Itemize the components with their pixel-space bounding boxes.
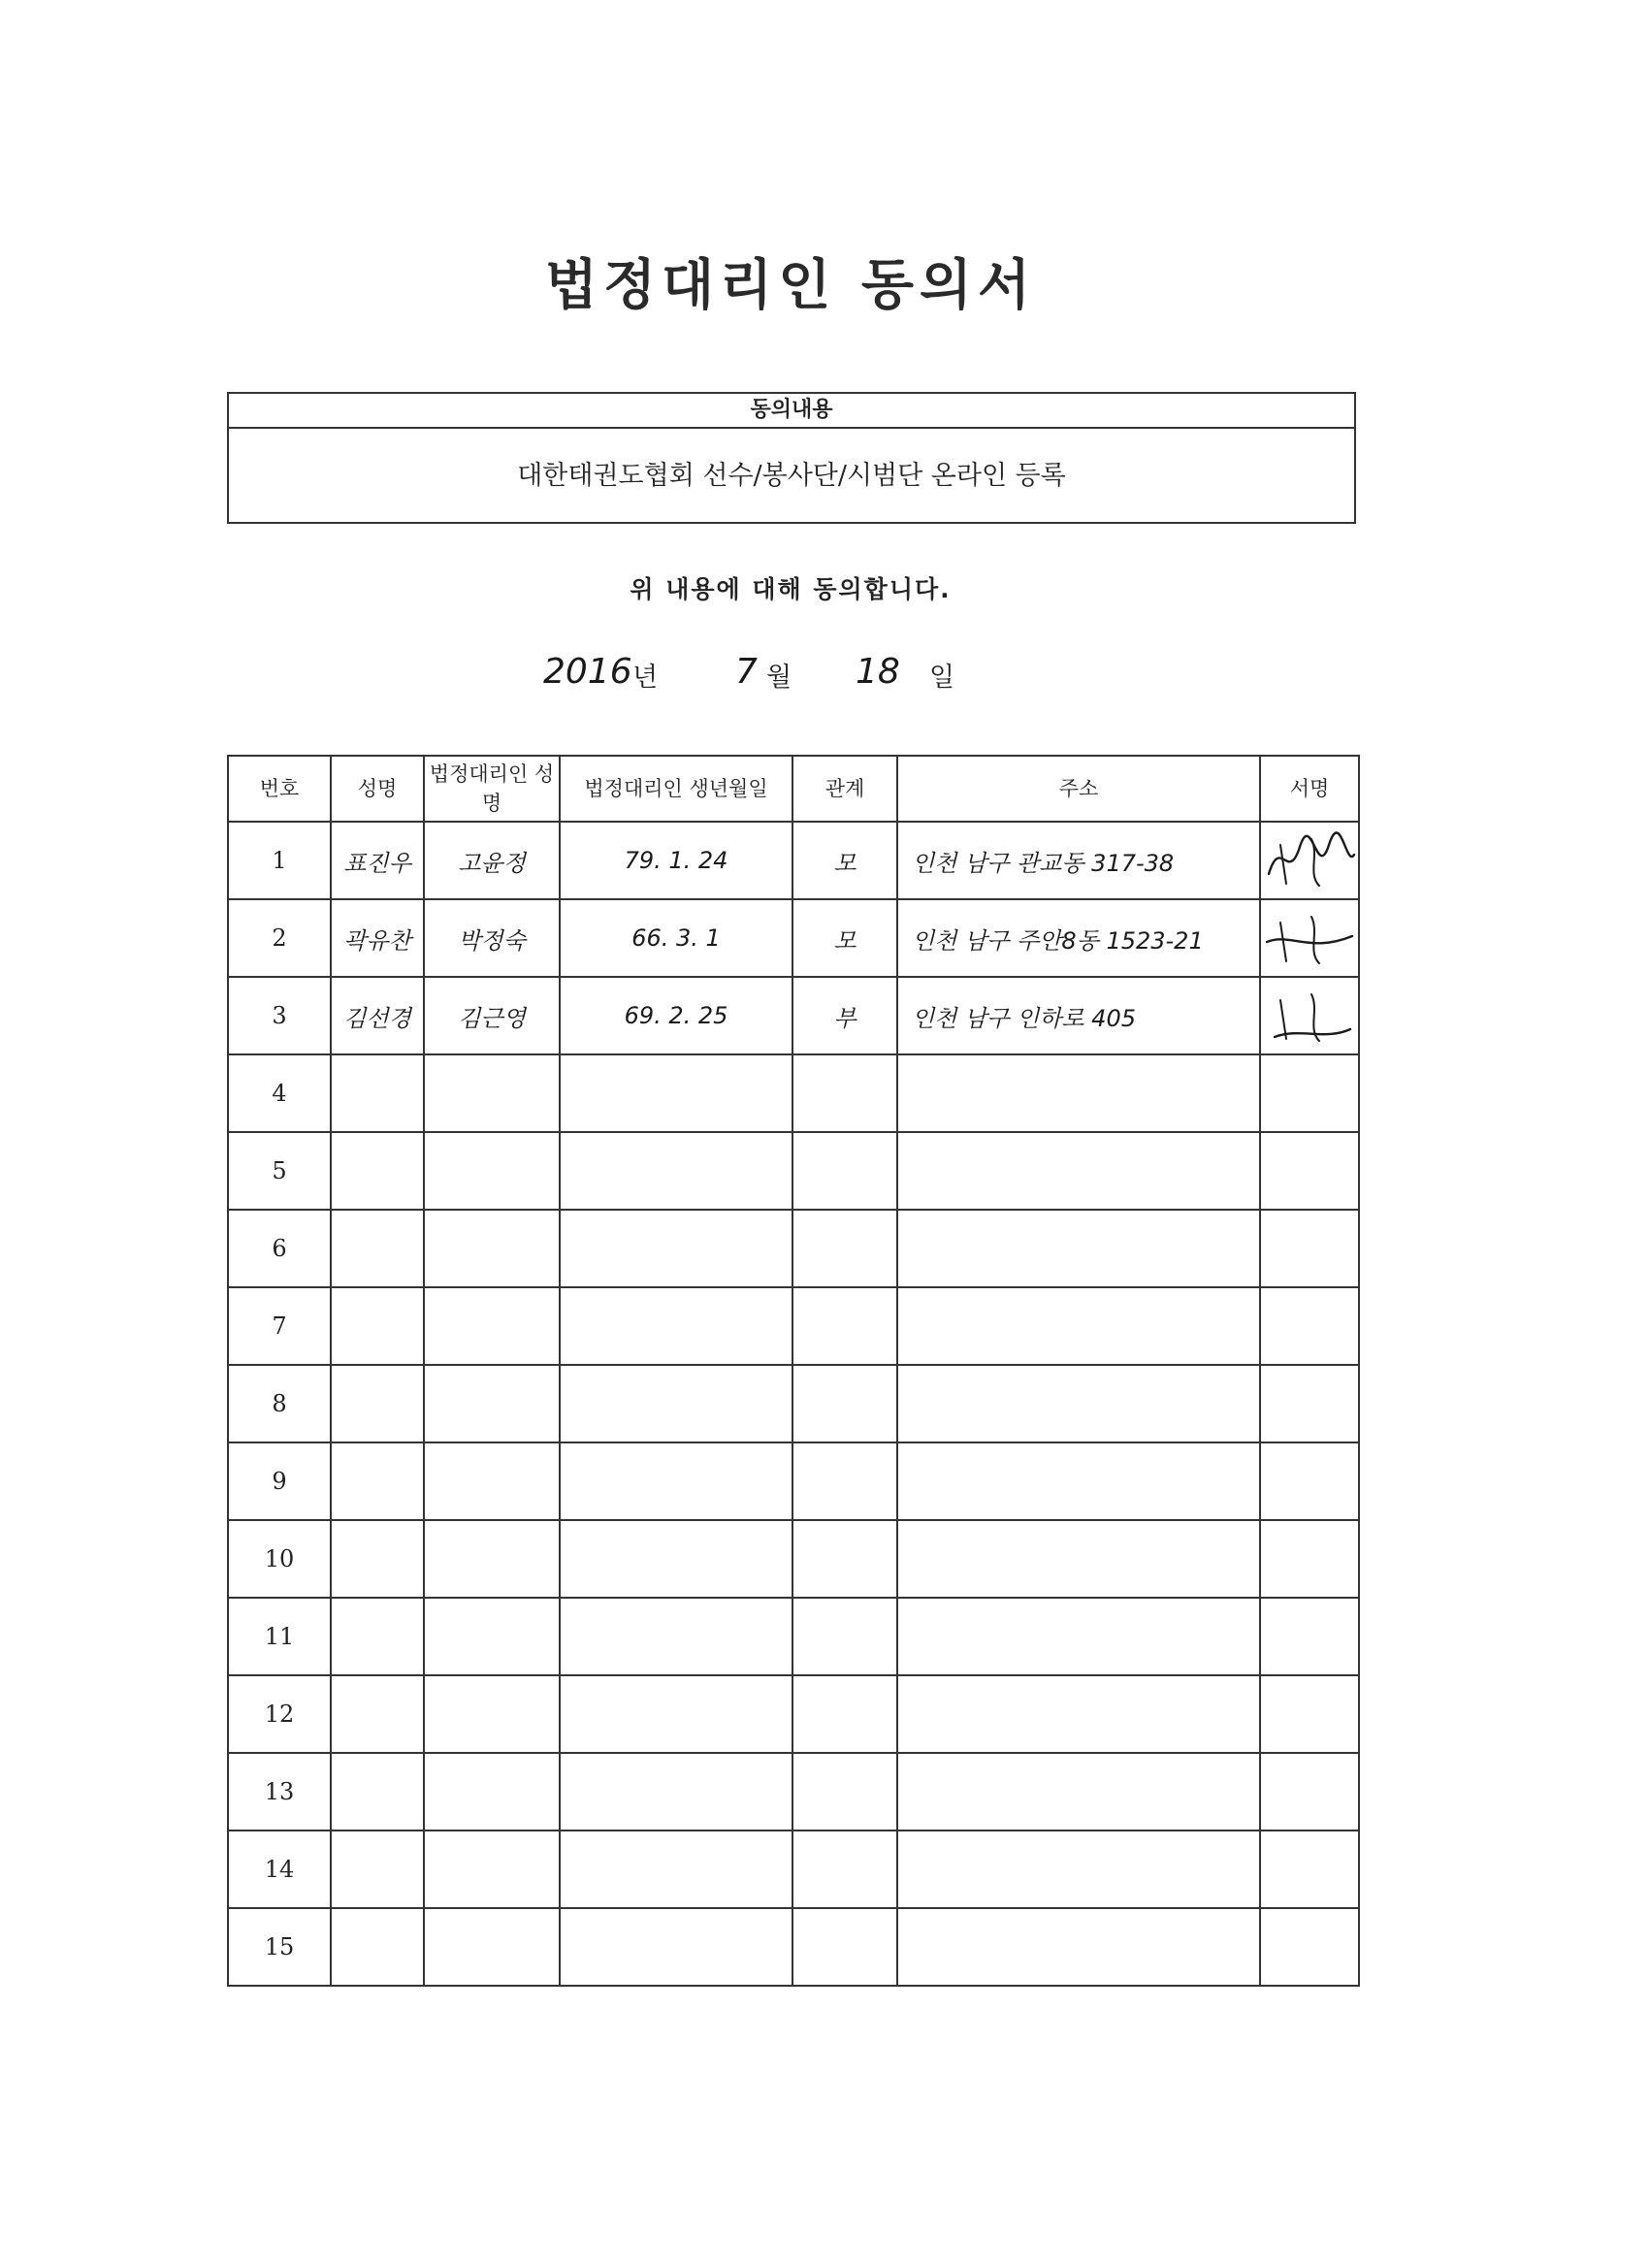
cell-address bbox=[897, 1675, 1260, 1753]
table-row bbox=[228, 1132, 1359, 1210]
cell-number: 12 bbox=[228, 1675, 331, 1753]
cell-name bbox=[331, 1675, 424, 1753]
cell-number: 4 bbox=[228, 1054, 331, 1132]
cell-number: 14 bbox=[228, 1831, 331, 1908]
cell-number: 7 bbox=[228, 1287, 331, 1365]
cell-relation bbox=[792, 1753, 897, 1831]
date-year-label: 년 bbox=[632, 663, 659, 693]
agreement-statement: 위 내용에 대해 동의합니다. bbox=[630, 575, 952, 603]
table-row bbox=[228, 822, 1359, 899]
header-guardian-birth: 법정대리인 생년월일 bbox=[560, 756, 792, 822]
date-year-value: 2016 bbox=[543, 652, 632, 692]
cell-name bbox=[331, 1753, 424, 1831]
cell-guardian-birth: 66. 3. 1 bbox=[560, 899, 792, 977]
cell-signature bbox=[1260, 1287, 1359, 1365]
cell-guardian-name bbox=[424, 1132, 560, 1210]
cell-address bbox=[897, 1365, 1260, 1442]
cell-number: 9 bbox=[228, 1442, 331, 1520]
cell-name: 김선경 bbox=[331, 977, 424, 1054]
cell-signature bbox=[1260, 1831, 1359, 1908]
guardian-roster-table bbox=[227, 755, 1360, 1987]
cell-address bbox=[897, 1132, 1260, 1210]
cell-relation: 모 bbox=[792, 822, 897, 899]
table-row bbox=[228, 899, 1359, 977]
cell-name bbox=[331, 1831, 424, 1908]
cell-guardian-birth: 79. 1. 24 bbox=[560, 822, 792, 899]
cell-signature bbox=[1260, 822, 1359, 899]
cell-address bbox=[897, 1287, 1260, 1365]
cell-name bbox=[331, 1908, 424, 1986]
table-row bbox=[228, 1520, 1359, 1598]
cell-name bbox=[331, 1210, 424, 1287]
table-row bbox=[228, 1675, 1359, 1753]
cell-guardian-name bbox=[424, 1210, 560, 1287]
cell-address bbox=[897, 1520, 1260, 1598]
cell-guardian-name: 고윤정 bbox=[424, 822, 560, 899]
cell-guardian-name bbox=[424, 1908, 560, 1986]
cell-address bbox=[897, 1054, 1260, 1132]
table-row bbox=[228, 1210, 1359, 1287]
cell-guardian-name bbox=[424, 1287, 560, 1365]
cell-signature bbox=[1260, 1210, 1359, 1287]
cell-signature bbox=[1260, 1442, 1359, 1520]
cell-guardian-birth bbox=[560, 1675, 792, 1753]
cell-number: 2 bbox=[228, 899, 331, 977]
cell-relation bbox=[792, 1054, 897, 1132]
cell-guardian-birth bbox=[560, 1132, 792, 1210]
cell-relation: 부 bbox=[792, 977, 897, 1054]
cell-address: 인천 남구 인하로 405 bbox=[897, 977, 1260, 1054]
cell-guardian-birth bbox=[560, 1210, 792, 1287]
date-month-value: 7 bbox=[735, 652, 758, 692]
cell-guardian-name bbox=[424, 1753, 560, 1831]
cell-address bbox=[897, 1908, 1260, 1986]
cell-address bbox=[897, 1598, 1260, 1675]
consent-content-header: 동의내용 bbox=[229, 394, 1354, 429]
cell-signature bbox=[1260, 1675, 1359, 1753]
cell-relation bbox=[792, 1908, 897, 1986]
cell-guardian-birth bbox=[560, 1753, 792, 1831]
cell-address: 인천 남구 주안8동 1523-21 bbox=[897, 899, 1260, 977]
cell-address bbox=[897, 1210, 1260, 1287]
date-day-value: 18 bbox=[856, 652, 900, 692]
cell-number: 1 bbox=[228, 822, 331, 899]
cell-guardian-name bbox=[424, 1365, 560, 1442]
cell-signature bbox=[1260, 1365, 1359, 1442]
cell-number: 10 bbox=[228, 1520, 331, 1598]
cell-relation bbox=[792, 1831, 897, 1908]
cell-address bbox=[897, 1831, 1260, 1908]
cell-relation bbox=[792, 1442, 897, 1520]
date-day-label: 일 bbox=[929, 663, 955, 693]
consent-content-text: 대한태권도협회 선수/봉사단/시범단 온라인 등록 bbox=[517, 461, 1066, 491]
cell-guardian-birth bbox=[560, 1831, 792, 1908]
handwritten-signature bbox=[1261, 826, 1358, 895]
table-row bbox=[228, 1287, 1359, 1365]
cell-signature bbox=[1260, 1520, 1359, 1598]
cell-name bbox=[331, 1132, 424, 1210]
cell-signature bbox=[1260, 899, 1359, 977]
consent-content-box bbox=[227, 392, 1356, 524]
cell-number: 15 bbox=[228, 1908, 331, 1986]
cell-signature bbox=[1260, 977, 1359, 1054]
cell-number: 6 bbox=[228, 1210, 331, 1287]
handwritten-signature bbox=[1261, 981, 1358, 1051]
table-row bbox=[228, 977, 1359, 1054]
cell-guardian-name bbox=[424, 1442, 560, 1520]
page-title: 법정대리인 동의서 bbox=[544, 254, 1037, 317]
header-guardian-name: 법정대리인 성명 bbox=[424, 756, 560, 822]
cell-relation bbox=[792, 1598, 897, 1675]
cell-address: 인천 남구 관교동 317-38 bbox=[897, 822, 1260, 899]
cell-guardian-birth bbox=[560, 1908, 792, 1986]
cell-relation: 모 bbox=[792, 899, 897, 977]
cell-signature bbox=[1260, 1054, 1359, 1132]
cell-number: 3 bbox=[228, 977, 331, 1054]
cell-relation bbox=[792, 1675, 897, 1753]
header-number: 번호 bbox=[228, 756, 331, 822]
cell-guardian-name bbox=[424, 1520, 560, 1598]
cell-name bbox=[331, 1287, 424, 1365]
cell-signature bbox=[1260, 1132, 1359, 1210]
cell-signature bbox=[1260, 1753, 1359, 1831]
cell-number: 5 bbox=[228, 1132, 331, 1210]
table-row bbox=[228, 1442, 1359, 1520]
header-address: 주소 bbox=[897, 756, 1260, 822]
header-relation: 관계 bbox=[792, 756, 897, 822]
cell-relation bbox=[792, 1132, 897, 1210]
table-row bbox=[228, 1054, 1359, 1132]
cell-guardian-birth: 69. 2. 25 bbox=[560, 977, 792, 1054]
cell-guardian-birth bbox=[560, 1520, 792, 1598]
cell-relation bbox=[792, 1287, 897, 1365]
table-row bbox=[228, 1365, 1359, 1442]
cell-number: 8 bbox=[228, 1365, 331, 1442]
table-row bbox=[228, 1908, 1359, 1986]
cell-guardian-name: 김근영 bbox=[424, 977, 560, 1054]
header-name: 성명 bbox=[331, 756, 424, 822]
cell-guardian-birth bbox=[560, 1598, 792, 1675]
cell-signature bbox=[1260, 1598, 1359, 1675]
cell-guardian-name bbox=[424, 1598, 560, 1675]
cell-name bbox=[331, 1520, 424, 1598]
table-row bbox=[228, 1831, 1359, 1908]
cell-guardian-name: 박정숙 bbox=[424, 899, 560, 977]
cell-number: 11 bbox=[228, 1598, 331, 1675]
cell-name bbox=[331, 1598, 424, 1675]
cell-address bbox=[897, 1442, 1260, 1520]
cell-relation bbox=[792, 1210, 897, 1287]
handwritten-signature bbox=[1261, 903, 1358, 973]
table-header-row bbox=[228, 756, 1359, 822]
date-month-label: 월 bbox=[766, 663, 792, 693]
cell-address bbox=[897, 1753, 1260, 1831]
header-signature: 서명 bbox=[1260, 756, 1359, 822]
cell-signature bbox=[1260, 1908, 1359, 1986]
cell-guardian-birth bbox=[560, 1054, 792, 1132]
cell-guardian-birth bbox=[560, 1442, 792, 1520]
cell-guardian-birth bbox=[560, 1287, 792, 1365]
cell-guardian-name bbox=[424, 1675, 560, 1753]
cell-guardian-birth bbox=[560, 1365, 792, 1442]
cell-relation bbox=[792, 1520, 897, 1598]
cell-guardian-name bbox=[424, 1054, 560, 1132]
cell-name: 곽유찬 bbox=[331, 899, 424, 977]
table-row bbox=[228, 1753, 1359, 1831]
table-body bbox=[228, 822, 1359, 1986]
cell-name bbox=[331, 1365, 424, 1442]
cell-name: 표진우 bbox=[331, 822, 424, 899]
cell-guardian-name bbox=[424, 1831, 560, 1908]
table-row bbox=[228, 1598, 1359, 1675]
cell-name bbox=[331, 1442, 424, 1520]
cell-relation bbox=[792, 1365, 897, 1442]
cell-number: 13 bbox=[228, 1753, 331, 1831]
cell-name bbox=[331, 1054, 424, 1132]
